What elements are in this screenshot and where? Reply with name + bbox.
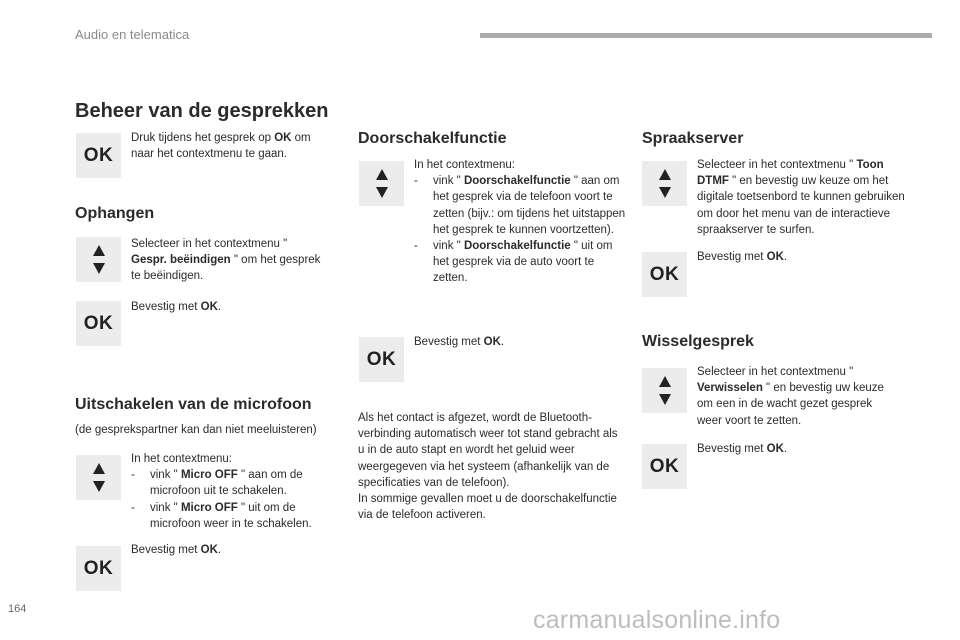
microfoon-note: (de gesprekspartner kan dan niet meeluisteren)	[75, 424, 317, 436]
ok-label: OK	[366, 348, 397, 370]
list-item	[131, 500, 336, 532]
item-pre: vink "	[433, 175, 464, 188]
doorschakel-confirm-pre: Bevestig met	[414, 336, 484, 348]
item-post: " aan om het gesprek via de telefoon voort te zetten (bijv.: om tijdens het uitstappen het gesprek te kunnen voortzetten).	[433, 175, 626, 236]
ok-key-icon	[76, 301, 121, 346]
microfoon-confirm-post: .	[217, 544, 222, 556]
header-rule	[480, 33, 932, 38]
up-down-arrows-icon	[76, 237, 121, 282]
ok-key-icon	[76, 546, 121, 591]
doorschakel-confirm	[414, 334, 614, 350]
microfoon-confirm-key: OK	[200, 544, 218, 556]
doorschakel-confirm-post: .	[500, 336, 505, 348]
list-item	[131, 467, 336, 499]
list-dash: -	[131, 501, 135, 514]
list-item	[414, 173, 626, 238]
spraakserver-step1	[697, 157, 907, 238]
ok-label: OK	[649, 455, 680, 477]
ophangen-step1	[131, 236, 326, 285]
item-post: " aan om de microfoon uit te schakelen.	[150, 469, 303, 498]
intro-key: OK	[274, 132, 292, 144]
spraakserver-step2-pre: Bevestig met	[697, 251, 767, 263]
list-dash: -	[414, 175, 418, 188]
heading-doorschakelfunctie: Doorschakelfunctie	[358, 130, 507, 147]
ophangen-step2-key: OK	[200, 301, 218, 313]
heading-ophangen: Ophangen	[75, 205, 155, 222]
heading-microfoon: Uitschakelen van de microfoon	[75, 396, 312, 413]
wissel-step1-post: " en bevestig uw keuze om een in de wacht gezet gesprek weer voort te zetten.	[697, 382, 884, 427]
microfoon-intro: In het contextmenu:	[131, 453, 233, 465]
doorschakel-steps	[414, 157, 626, 287]
item-post: " uit om de microfoon weer in te schakelen.	[150, 501, 312, 530]
ophangen-step1-post: " om het gesprek te beëindigen.	[131, 254, 321, 283]
ok-key-icon	[642, 444, 687, 489]
item-post: " uit om het gesprek via de auto voort te zetten.	[433, 240, 613, 285]
ok-key-icon	[359, 337, 404, 382]
wissel-step1-pre: Selecteer in het contextmenu "	[697, 366, 854, 378]
ok-key-icon	[76, 133, 121, 178]
wissel-step2	[697, 441, 897, 457]
intro-post: om naar het contextmenu te gaan.	[131, 132, 311, 161]
ok-label: OK	[649, 263, 680, 285]
spraakserver-step2	[697, 249, 897, 265]
item-pre: vink "	[150, 469, 181, 482]
item-pre: vink "	[433, 240, 464, 253]
menu-item-doorschakelfunctie: Doorschakelfunctie	[463, 175, 571, 188]
running-header: Audio en telematica	[75, 27, 190, 42]
list-dash: -	[414, 240, 418, 253]
ophangen-menu-item: Gespr. beëindigen	[131, 254, 234, 267]
wissel-step2-key: OK	[766, 443, 784, 455]
page-number: 164	[8, 603, 27, 615]
microfoon-confirm-pre: Bevestig met	[131, 544, 201, 556]
spraakserver-step2-key: OK	[766, 251, 784, 263]
microfoon-steps	[131, 451, 336, 532]
menu-item-micro-off: Micro OFF	[180, 501, 238, 514]
up-down-arrows-icon	[359, 161, 404, 206]
intro-pre: Druk tijdens het gesprek op	[131, 132, 275, 144]
item-pre: vink "	[150, 501, 181, 514]
up-down-arrows-icon	[642, 368, 687, 413]
ophangen-step2	[131, 299, 331, 315]
menu-item-toon-dtmf: Toon DTMF	[697, 159, 884, 188]
list-dash: -	[131, 469, 135, 482]
doorschakel-intro: In het contextmenu:	[414, 159, 516, 171]
spraakserver-step1-pre: Selecteer in het contextmenu "	[697, 159, 857, 171]
wissel-step2-pre: Bevestig met	[697, 443, 767, 455]
menu-item-doorschakelfunctie: Doorschakelfunctie	[463, 240, 571, 253]
list-item	[414, 238, 626, 287]
page-title: Beheer van de gesprekken	[75, 100, 329, 122]
menu-item-verwisselen: Verwisselen	[697, 382, 763, 395]
up-down-arrows-icon	[642, 161, 687, 206]
doorschakel-confirm-key: OK	[483, 336, 501, 348]
doorschakel-note	[358, 410, 626, 523]
ophangen-step2-pre: Bevestig met	[131, 301, 201, 313]
up-down-arrows-icon	[76, 455, 121, 500]
activation-note: In sommige gevallen moet u de doorschakelfunctie via de telefoon activeren.	[358, 493, 617, 522]
ok-label: OK	[83, 557, 114, 579]
spraakserver-step2-post: .	[783, 251, 788, 263]
intro-text	[131, 130, 336, 162]
wissel-step1	[697, 364, 887, 429]
wissel-step2-post: .	[783, 443, 788, 455]
ok-label: OK	[83, 144, 114, 166]
microfoon-confirm	[131, 542, 331, 558]
ophangen-step2-post: .	[217, 301, 222, 313]
watermark: carmanualsonline.info	[533, 606, 781, 634]
spraakserver-step1-post: " en bevestig uw keuze om het digitale toetsenbord te kunnen gebruiken om door het menu van de interactieve spraakserver te surfen.	[697, 175, 905, 236]
bluetooth-note: Als het contact is afgezet, wordt de Bluetooth-verbinding automatisch weer tot stand gebracht als u in de auto stapt en wordt het geluid weer weergegeven via het systeem (afhankelijk van de specificaties van de telefoon).	[358, 412, 618, 489]
ok-key-icon	[642, 252, 687, 297]
ok-label: OK	[83, 312, 114, 334]
heading-spraakserver: Spraakserver	[642, 130, 744, 147]
heading-wisselgesprek: Wisselgesprek	[642, 333, 754, 350]
menu-item-micro-off: Micro OFF	[180, 469, 238, 482]
ophangen-step1-pre: Selecteer in het contextmenu "	[131, 238, 288, 250]
